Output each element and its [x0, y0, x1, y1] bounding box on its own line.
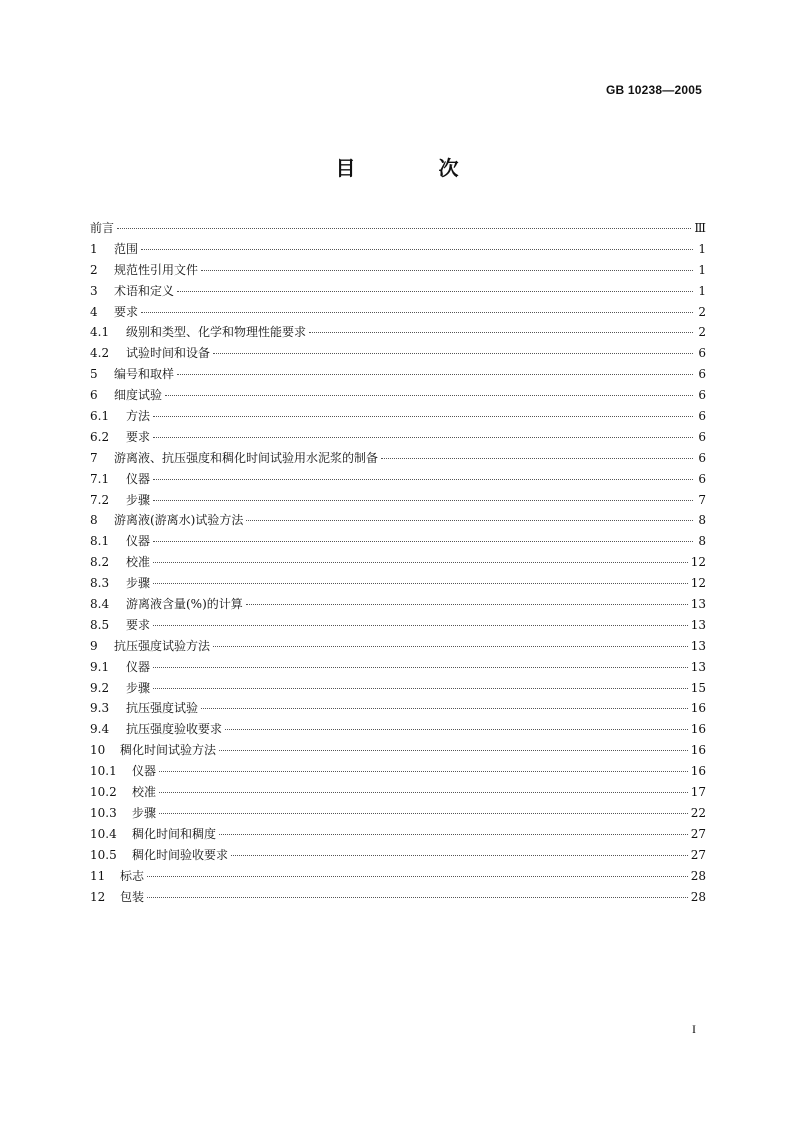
toc-entry[interactable] — [90, 406, 706, 427]
toc-page-number: 6 — [698, 450, 706, 465]
toc-dot-leader — [309, 332, 693, 333]
toc-dot-leader — [153, 437, 693, 438]
toc-section-number: 8.1 — [90, 534, 110, 549]
toc-label: 标志 — [120, 868, 145, 883]
toc-entry[interactable] — [90, 824, 706, 845]
toc-label: 抗压强度试验方法 — [114, 638, 211, 653]
toc-page-number: 16 — [690, 743, 706, 758]
toc-label: 校准 — [132, 785, 157, 800]
toc-section-number: 10.5 — [90, 847, 117, 862]
toc-dot-leader — [153, 479, 693, 480]
toc-dot-leader — [141, 312, 693, 313]
toc-dot-leader — [153, 562, 688, 563]
toc-entry[interactable] — [90, 573, 706, 594]
toc-label: 包装 — [120, 889, 145, 904]
toc-section-number: 4.1 — [90, 325, 110, 340]
toc-section-number: 9 — [90, 638, 98, 653]
toc-dot-leader — [381, 458, 693, 459]
toc-dot-leader — [153, 500, 693, 501]
toc-section-number: 8.4 — [90, 597, 110, 612]
toc-page-number: 1 — [698, 262, 706, 277]
toc-page-number: 6 — [698, 346, 706, 361]
toc-entry[interactable] — [90, 678, 706, 699]
toc-page-number: 8 — [698, 534, 706, 549]
toc-entry[interactable] — [90, 427, 706, 448]
toc-label: 稠化时间和稠度 — [132, 826, 217, 841]
toc-label: 要求 — [126, 429, 151, 444]
toc-entry[interactable] — [90, 719, 706, 740]
toc-dot-leader — [219, 834, 688, 835]
toc-section-number: 9.2 — [90, 680, 110, 695]
toc-dot-leader — [246, 520, 693, 521]
toc-label: 规范性引用文件 — [114, 262, 199, 277]
toc-dot-leader — [159, 813, 688, 814]
toc-section-number: 10.1 — [90, 764, 117, 779]
toc-entry[interactable] — [90, 281, 706, 302]
toc-entry[interactable] — [90, 698, 706, 719]
toc-entry[interactable] — [90, 636, 706, 657]
toc-page-number: 17 — [690, 785, 706, 800]
toc-entry[interactable] — [90, 531, 706, 552]
toc-section-number: 7.1 — [90, 471, 110, 486]
toc-page-number: 6 — [698, 409, 706, 424]
toc-page-number: 7 — [698, 492, 706, 507]
toc-label: 游离液含量(%)的计算 — [126, 597, 243, 612]
toc-dot-leader — [201, 708, 688, 709]
toc-dot-leader — [159, 792, 688, 793]
toc-entry[interactable] — [90, 364, 706, 385]
toc-entry[interactable] — [90, 469, 706, 490]
toc-label: 要求 — [126, 617, 151, 632]
toc-label: 术语和定义 — [114, 283, 175, 298]
toc-entry[interactable] — [90, 657, 706, 678]
toc-entry[interactable] — [90, 302, 706, 323]
toc-page-number: 13 — [690, 638, 706, 653]
toc-page-number: 6 — [698, 388, 706, 403]
toc-page-number: 12 — [690, 576, 706, 591]
toc-entry[interactable] — [90, 552, 706, 573]
toc-label: 范围 — [114, 241, 139, 256]
toc-section-number: 7 — [90, 450, 98, 465]
toc-dot-leader — [225, 729, 688, 730]
toc-page-number: 16 — [690, 764, 706, 779]
toc-entry[interactable] — [90, 490, 706, 511]
toc-dot-leader — [141, 249, 693, 250]
toc-dot-leader — [213, 353, 693, 354]
toc-dot-leader — [201, 270, 693, 271]
toc-section-number: 6.1 — [90, 409, 110, 424]
toc-dot-leader — [153, 541, 693, 542]
toc-page-number: 1 — [698, 241, 706, 256]
toc-page-number: 28 — [690, 868, 706, 883]
toc-dot-leader — [153, 416, 693, 417]
toc-section-number: 1 — [90, 241, 98, 256]
toc-entry[interactable] — [90, 594, 706, 615]
toc-page-number: 16 — [690, 701, 706, 716]
toc-label: 抗压强度试验 — [126, 701, 199, 716]
toc-label: 级别和类型、化学和物理性能要求 — [126, 325, 307, 340]
toc-dot-leader — [153, 583, 688, 584]
toc-section-number: 4.2 — [90, 346, 110, 361]
toc-label: 稠化时间试验方法 — [120, 743, 217, 758]
toc-label: 步骤 — [126, 576, 151, 591]
toc-entry[interactable] — [90, 803, 706, 824]
toc-dot-leader — [177, 291, 693, 292]
toc-entry[interactable] — [90, 761, 706, 782]
toc-dot-leader — [117, 228, 691, 229]
toc-entry[interactable] — [90, 782, 706, 803]
toc-page-number: 8 — [698, 513, 706, 528]
toc-page-number: 2 — [698, 304, 706, 319]
toc-section-number: 3 — [90, 283, 98, 298]
toc-section-number: 4 — [90, 304, 98, 319]
toc-page-number: 27 — [690, 826, 706, 841]
toc-label: 前言 — [90, 221, 115, 235]
toc-page-number: 22 — [690, 805, 706, 820]
toc-section-number: 9.4 — [90, 722, 110, 737]
toc-entry[interactable] — [90, 260, 706, 281]
toc-page-number: 13 — [690, 659, 706, 674]
toc-label: 方法 — [126, 409, 151, 424]
toc-dot-leader — [147, 876, 688, 877]
toc-dot-leader — [246, 604, 688, 605]
toc-label: 细度试验 — [114, 388, 163, 403]
toc-page-number: 16 — [690, 722, 706, 737]
toc-section-number: 10 — [90, 743, 106, 758]
toc-section-number: 2 — [90, 262, 98, 277]
toc-page-number: 27 — [690, 847, 706, 862]
toc-entry[interactable] — [90, 448, 706, 469]
toc-label: 步骤 — [126, 492, 151, 507]
table-of-contents — [90, 218, 706, 907]
toc-page-number: 12 — [690, 555, 706, 570]
toc-page-number: 13 — [690, 617, 706, 632]
toc-section-number: 11 — [90, 868, 106, 883]
toc-label: 仪器 — [126, 534, 151, 549]
toc-dot-leader — [231, 855, 688, 856]
toc-section-number: 9.1 — [90, 659, 110, 674]
toc-dot-leader — [177, 374, 693, 375]
page-title: 目 次 — [335, 156, 497, 180]
toc-dot-leader — [153, 688, 688, 689]
toc-label: 游离液(游离水)试验方法 — [114, 513, 244, 528]
toc-label: 仪器 — [126, 471, 151, 486]
toc-section-number: 12 — [90, 889, 106, 904]
toc-entry[interactable] — [90, 385, 706, 406]
toc-label: 试验时间和设备 — [126, 346, 211, 361]
toc-entry[interactable] — [90, 239, 706, 260]
toc-entry[interactable] — [90, 343, 706, 364]
standard-code: GB 10238—2005 — [606, 83, 702, 97]
toc-label: 编号和取样 — [114, 367, 175, 382]
toc-label: 要求 — [114, 304, 139, 319]
toc-dot-leader — [159, 771, 688, 772]
toc-section-number: 8.5 — [90, 617, 110, 632]
toc-page-number: 6 — [698, 429, 706, 444]
toc-section-number: 8 — [90, 513, 98, 528]
toc-section-number: 8.2 — [90, 555, 110, 570]
toc-section-number: 7.2 — [90, 492, 110, 507]
toc-entry[interactable] — [90, 615, 706, 636]
toc-dot-leader — [153, 667, 688, 668]
toc-section-number: 6 — [90, 388, 98, 403]
toc-page-number: 1 — [698, 283, 706, 298]
toc-dot-leader — [219, 750, 688, 751]
toc-dot-leader — [213, 646, 688, 647]
toc-page-number: Ⅲ — [694, 221, 706, 235]
toc-entry[interactable] — [90, 322, 706, 343]
toc-label: 仪器 — [126, 659, 151, 674]
toc-page-number: 6 — [698, 367, 706, 382]
toc-section-number: 10.2 — [90, 785, 117, 800]
toc-page-number: 28 — [690, 889, 706, 904]
toc-page-number: 15 — [690, 680, 706, 695]
toc-page-number: 13 — [690, 597, 706, 612]
toc-label: 步骤 — [126, 680, 151, 695]
toc-section-number: 8.3 — [90, 576, 110, 591]
toc-entry[interactable] — [90, 510, 706, 531]
toc-entry[interactable] — [90, 218, 706, 239]
toc-entry[interactable] — [90, 740, 706, 761]
toc-label: 校准 — [126, 555, 151, 570]
toc-label: 步骤 — [132, 805, 157, 820]
toc-entry[interactable] — [90, 866, 706, 887]
toc-dot-leader — [153, 625, 688, 626]
toc-label: 游离液、抗压强度和稠化时间试验用水泥浆的制备 — [114, 450, 379, 465]
toc-page-number: 2 — [698, 325, 706, 340]
toc-section-number: 10.3 — [90, 805, 117, 820]
toc-dot-leader — [165, 395, 693, 396]
toc-label: 仪器 — [132, 764, 157, 779]
toc-entry[interactable] — [90, 887, 706, 908]
toc-label: 抗压强度验收要求 — [126, 722, 223, 737]
toc-label: 稠化时间验收要求 — [132, 847, 229, 862]
toc-section-number: 6.2 — [90, 429, 110, 444]
toc-entry[interactable] — [90, 845, 706, 866]
toc-dot-leader — [147, 897, 688, 898]
toc-section-number: 9.3 — [90, 701, 110, 716]
toc-page-number: 6 — [698, 471, 706, 486]
toc-section-number: 10.4 — [90, 826, 117, 841]
page-number: I — [692, 1022, 696, 1036]
toc-section-number: 5 — [90, 367, 98, 382]
